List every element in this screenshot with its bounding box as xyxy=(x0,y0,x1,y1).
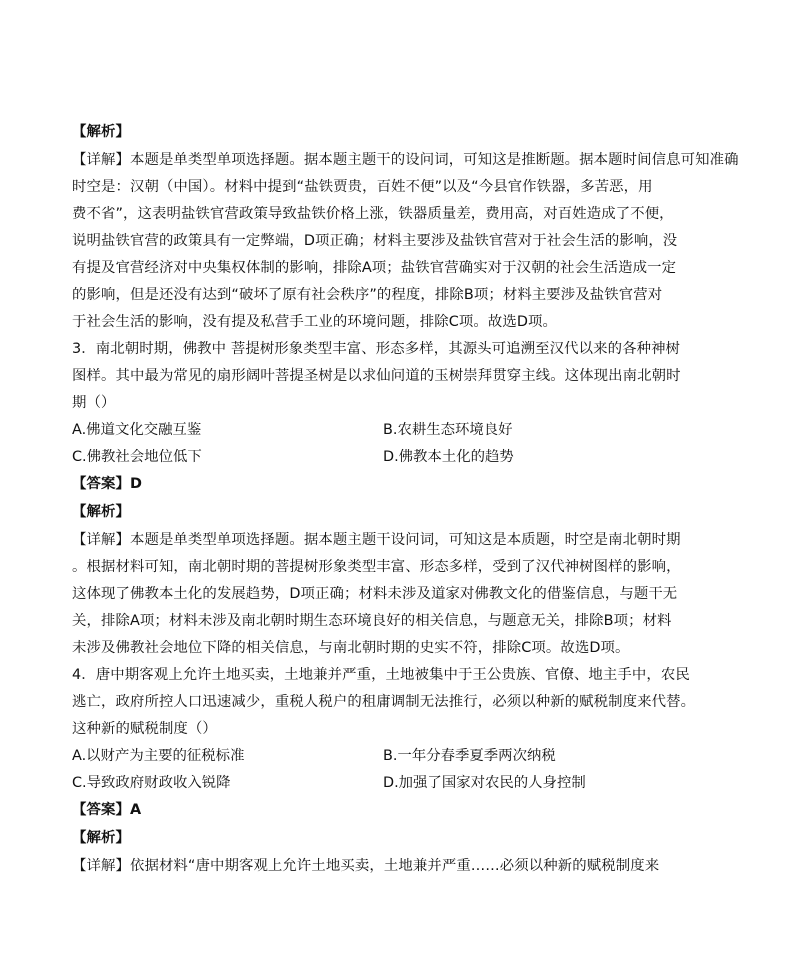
detail-1-line-5: 有提及官营经济对中央集权体制的影响，排除A项；盐铁官营确实对于汉朝的社会生活造成一定 xyxy=(72,260,677,276)
detail-2-line-3: 这体现了佛教本土化的发展趋势，D项正确；材料未涉及道家对佛教文化的借鉴信息，与题干无 xyxy=(72,586,678,602)
detail-1-line-6: 的影响，但是还没有达到“破坏了原有社会秩序”的程度，排除B项；材料主要涉及盐铁官营对 xyxy=(72,287,663,303)
question-3-line-1: 3．南北朝时期，佛教中 菩提树形象类型丰富、形态多样，其源头可追溯至汉代以来的各种神树 xyxy=(72,341,681,357)
detail-1-line-1: 【详解】本题是单类型单项选择题。据本题主题干的设问词，可知这是推断题。据本题时间信息可知准确 xyxy=(72,152,739,168)
question-3-option-d: D.佛教本土化的趋势 xyxy=(383,449,514,465)
detail-1-line-7: 于社会生活的影响，没有提及私营手工业的环境问题，排除C项。故选D项。 xyxy=(72,314,558,330)
detail-1-line-2: 时空是：汉朝（中国）。材料中提到“盐铁贾贵，百姓不便”以及“今县官作铁器，多苦恶，用 xyxy=(72,179,653,195)
analysis-heading-2: 【解析】 xyxy=(72,504,130,520)
question-3-line-2: 图样。其中最为常见的扇形阔叶菩提圣树是以求仙问道的玉树崇拜贯穿主线。这体现出南北朝时 xyxy=(72,368,681,384)
question-4-line-2: 逃亡，政府所控人口迅速减少，重税人税户的租庸调制无法推行，必须以种新的赋税制度来代替。 xyxy=(72,694,696,710)
detail-2-line-1: 【详解】本题是单类型单项选择题。据本题主题干设问词，可知这是本质题，时空是南北朝时期 xyxy=(72,532,681,548)
analysis-heading-1: 【解析】 xyxy=(72,124,130,140)
question-4-option-a: A.以财产为主要的征税标准 xyxy=(72,748,245,764)
detail-1-line-3: 费不省”，这表明盐铁官营政策导致盐铁价格上涨，铁器质量差，费用高，对百姓造成了不便， xyxy=(72,206,674,222)
question-3-option-b: B.农耕生态环境良好 xyxy=(383,422,513,438)
question-3-option-c: C.佛教社会地位低下 xyxy=(72,449,202,465)
question-4-option-b: B.一年分春季夏季两次纳税 xyxy=(383,748,556,764)
detail-2-line-2: 。根据材料可知，南北朝时期的菩提树形象类型丰富、形态多样，受到了汉代神树图样的影响， xyxy=(72,559,681,575)
question-4-line-1: 4．唐中期客观上允许土地买卖，土地兼并严重，土地被集中于王公贵族、官僚、地主手中，农民 xyxy=(72,667,690,683)
question-4-line-3: 这种新的赋税制度（） xyxy=(72,721,217,737)
question-4-option-d: D.加强了国家对农民的人身控制 xyxy=(383,775,586,791)
detail-2-line-4: 关，排除A项；材料未涉及南北朝时期生态环境良好的相关信息，与题意无关，排除B项；材料 xyxy=(72,613,672,629)
analysis-heading-3: 【解析】 xyxy=(72,830,130,846)
question-3-line-3: 期（） xyxy=(72,395,116,411)
detail-3-line-1: 【详解】依据材料“唐中期客观上允许土地买卖，土地兼并严重……必须以种新的赋税制度来 xyxy=(72,858,660,874)
question-3-option-a: A.佛道文化交融互鉴 xyxy=(72,422,202,438)
detail-2-line-5: 未涉及佛教社会地位下降的相关信息，与南北朝时期的史实不符，排除C项。故选D项。 xyxy=(72,640,630,656)
question-4-option-c: C.导致政府财政收入锐降 xyxy=(72,775,231,791)
answer-3: 【答案】D xyxy=(72,476,143,492)
answer-4: 【答案】A xyxy=(72,802,142,818)
detail-1-line-4: 说明盐铁官营的政策具有一定弊端，D项正确；材料主要涉及盐铁官营对于社会生活的影响，没 xyxy=(72,233,678,249)
